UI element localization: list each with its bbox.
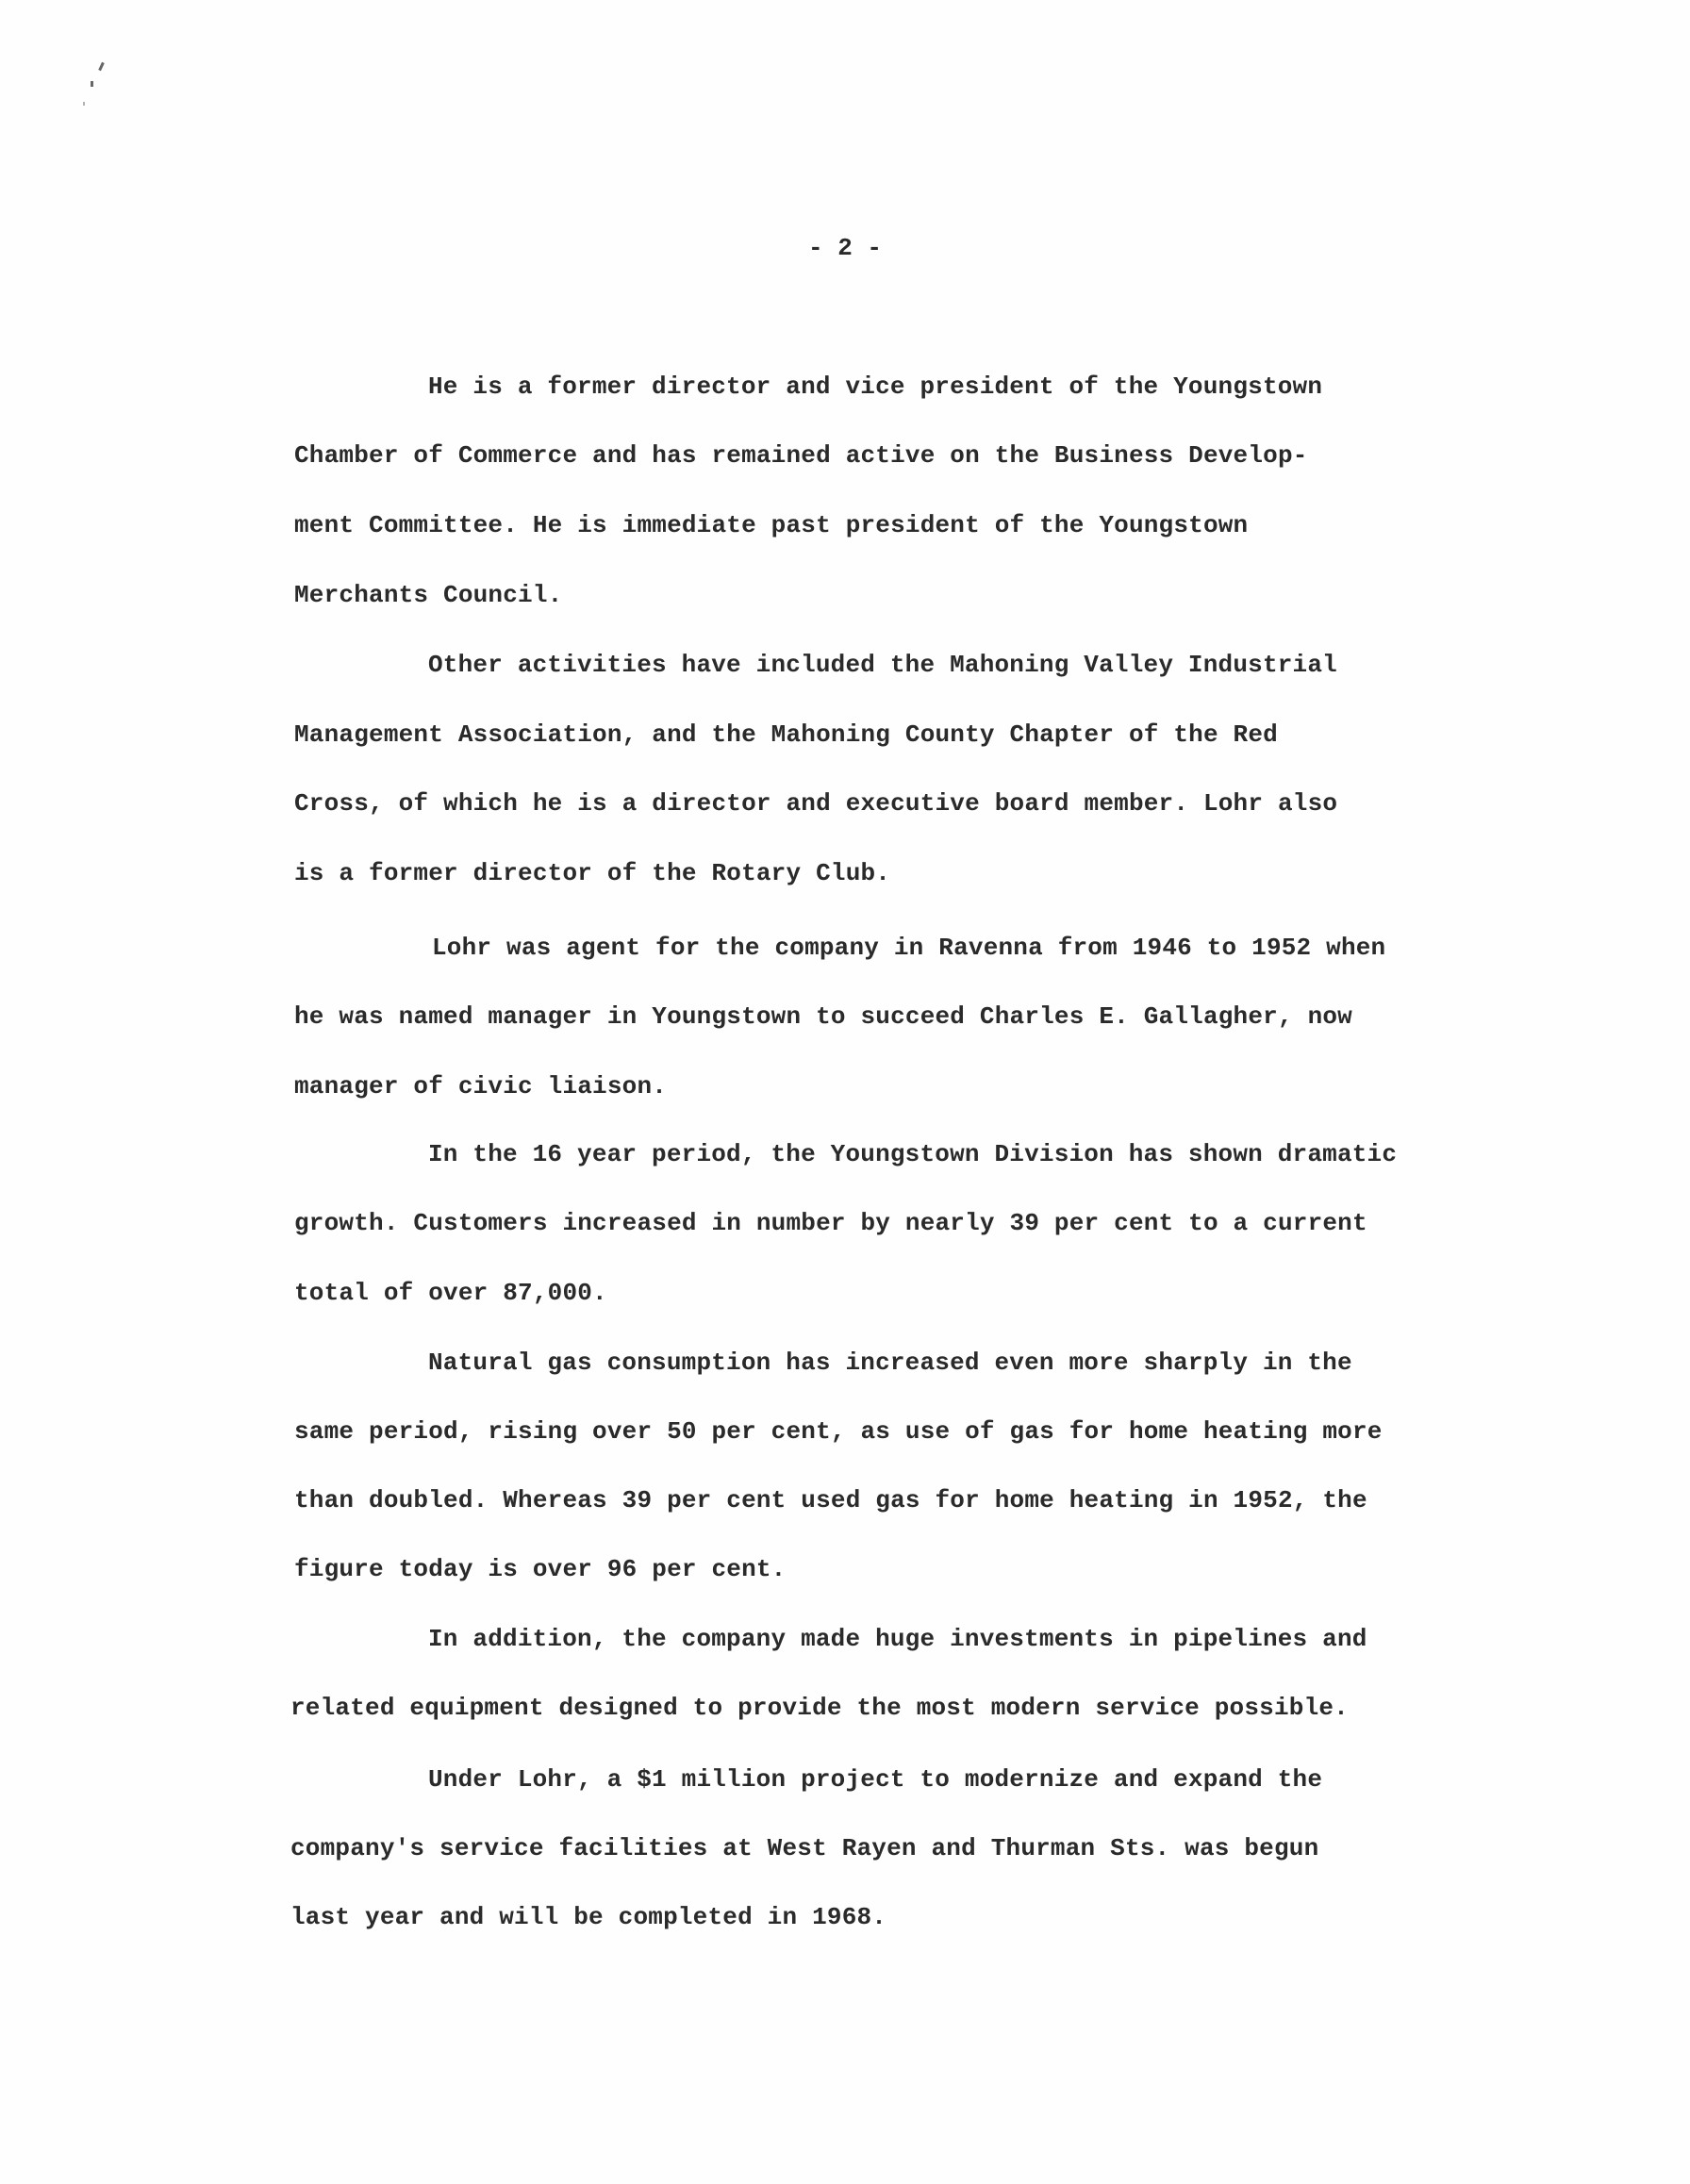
text-line: growth. Customers increased in number by nearly 39 per cent to a current [294,1209,1367,1237]
text-line: total of over 87,000. [294,1279,607,1307]
scan-mark [91,81,93,87]
text-line: related equipment designed to provide the most modern service possible. [290,1694,1349,1722]
text-line: is a former director of the Rotary Club. [294,859,891,887]
text-line: he was named manager in Youngstown to succeed Charles E. Gallagher, now [294,1002,1352,1031]
text-line: He is a former director and vice president of the Youngstown [428,372,1323,401]
text-line: Merchants Council. [294,581,563,609]
text-line: ment Committee. He is immediate past president of the Youngstown [294,511,1249,539]
text-line: Management Association, and the Mahoning County Chapter of the Red [294,720,1278,749]
page-number: - 2 - [807,234,882,262]
text-line: Lohr was agent for the company in Ravenna from 1946 to 1952 when [432,934,1386,962]
text-line: Natural gas consumption has increased even more sharply in the [428,1348,1352,1377]
scan-mark [98,62,105,71]
text-line: In addition, the company made huge investments in pipelines and [428,1625,1367,1653]
text-line: last year and will be completed in 1968. [290,1903,887,1931]
text-line: company's service facilities at West Rayen and Thurman Sts. was begun [290,1834,1319,1862]
text-line: Chamber of Commerce and has remained active on the Business Develop- [294,441,1308,470]
text-line: Under Lohr, a $1 million project to modernize and expand the [428,1765,1323,1794]
scan-mark [83,102,85,106]
text-line: than doubled. Whereas 39 per cent used gas for home heating in 1952, the [294,1486,1367,1514]
text-line: figure today is over 96 per cent. [294,1555,787,1583]
text-line: same period, rising over 50 per cent, as use of gas for home heating more [294,1417,1383,1446]
text-line: manager of civic liaison. [294,1072,668,1100]
text-line: In the 16 year period, the Youngstown Division has shown dramatic [428,1140,1398,1168]
text-line: Cross, of which he is a director and executive board member. Lohr also [294,789,1338,818]
text-line: Other activities have included the Mahoning Valley Industrial [428,651,1337,679]
